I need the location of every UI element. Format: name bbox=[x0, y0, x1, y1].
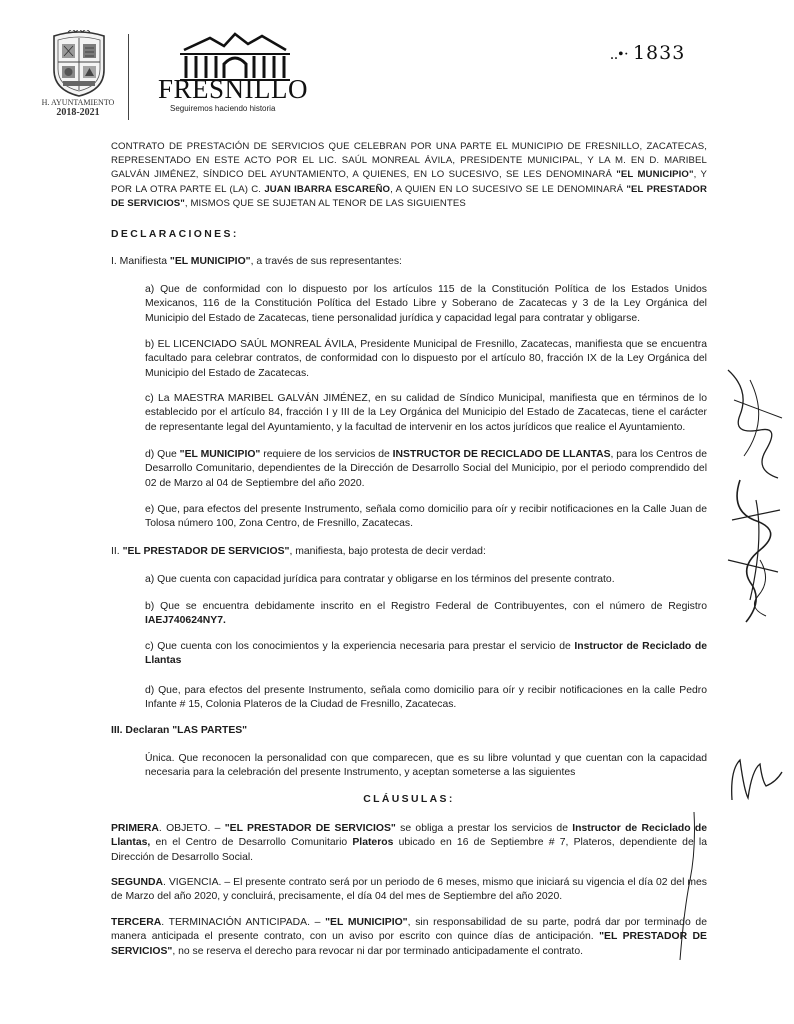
tercera-label: TERCERA bbox=[111, 917, 162, 928]
section-iii-bold: "LAS PARTES" bbox=[172, 725, 248, 736]
section-ii-bold: "EL PRESTADOR DE SERVICIOS" bbox=[122, 546, 290, 557]
signature-stroke-icon bbox=[640, 810, 700, 970]
logo-tagline: Seguiremos haciendo historia bbox=[170, 104, 276, 113]
clause-ii-b-pre: b) Que se encuentra debidamente inscrito en el Registro Federal de Contribuyentes, con el número de Registro bbox=[145, 601, 707, 612]
municipal-crest-icon bbox=[50, 30, 108, 98]
clause-ii-d: d) Que, para efectos del presente Instrumento, señala como domicilio para oír y recibir notificaciones en la calle Pedro Infante # 15, Colonia Plateros de la Ciudad de Fresnillo, Zacatecas. bbox=[145, 685, 707, 711]
clause-i-e: e) Que, para efectos del presente Instrumento, señala como domicilio para oír y recibir notificaciones en la Calle Juan de Tolosa número 100, Zona Centro, de Fresnillo, Zacatecas. bbox=[145, 504, 707, 530]
section-ii-pre: II. bbox=[111, 546, 123, 557]
section-iii-pre: III. Declaran bbox=[111, 725, 173, 736]
intro-bold-2: JUAN IBARRA ESCAREÑO bbox=[264, 183, 391, 195]
section-i-post: , a través de sus representantes: bbox=[250, 256, 402, 267]
page-number: 1833 bbox=[632, 42, 686, 64]
tercera-bold-2: "EL PRESTADOR DE SERVICIOS" bbox=[111, 931, 707, 957]
segunda-text: . VIGENCIA. – El presente contrato será por un periodo de 6 meses, mismo que iniciará su vigencia el día 02 del mes de Marzo del año 2020, y concluirá, precisamente, el día 04 del mes de Septiembre del año 2020. bbox=[111, 877, 707, 903]
primera-bold-1: "EL PRESTADOR DE SERVICIOS" bbox=[224, 823, 396, 834]
primera-text-2: se obliga a prestar los servicios de bbox=[395, 823, 573, 834]
clause-i-b: b) EL LICENCIADO SAÚL MONREAL ÁVILA, Presidente Municipal de Fresnillo, Zacatecas, manifiesta que se encuentra facultado para celebrar contratos, de conformidad con lo dispuesto por el artículo 80, fracción IX de la Ley Orgánica del Municipio del Estado de Zacatecas. bbox=[145, 339, 707, 379]
header-divider bbox=[128, 34, 129, 120]
clause-i-d bbox=[145, 448, 707, 491]
intro-text-1: CONTRATO DE PRESTACIÓN DE SERVICIOS QUE CELEBRAN POR UNA PARTE EL MUNICIPIO DE FRESNILLO, ZACATECAS, REPRESENTADO EN ESTE ACTO POR EL LIC. SAÚL MONREAL ÁVILA, PRESIDENTE MUNICIPAL, Y LA M. EN D. MARIBEL GALVÁN JIMÉNEZ, SÍNDICO DEL AYUNTAMIENTO, A QUIENES, EN LO SUCESIVO, SE LES DENOMINARÁ bbox=[111, 141, 707, 181]
primera-text-1: . OBJETO. – bbox=[158, 823, 225, 834]
clause-ii-b-rfc: IAEJ740624NY7. bbox=[145, 615, 226, 627]
page-mark-dots: ..•· bbox=[610, 46, 629, 63]
intro-bold-1: "EL MUNICIPIO" bbox=[616, 169, 694, 181]
section-ii-post: , manifiesta, bajo protesta de decir verdad: bbox=[289, 546, 486, 557]
clause-i-d-bold-2: INSTRUCTOR DE RECICLADO DE LLANTAS bbox=[392, 449, 611, 460]
intro-text-2: , Y POR LA OTRA PARTE EL (LA) C. bbox=[111, 169, 708, 195]
tercera-bold-1: "EL MUNICIPIO" bbox=[325, 917, 408, 928]
clause-segunda bbox=[111, 876, 707, 905]
primera-label: PRIMERA bbox=[111, 823, 159, 834]
clause-i-c: c) La MAESTRA MARIBEL GALVÁN JIMÉNEZ, en su calidad de Síndico Municipal, manifiesta que en términos de lo establecido por el artículo 84, fracción I y III de la Ley Orgánica del Municipio del Estado de Zacatecas, tiene el carácter de representante legal del Ayuntamiento, y la facultad de intervenir en los actos jurídicos que realice el Ayuntamiento. bbox=[145, 393, 707, 433]
section-iii bbox=[111, 724, 707, 738]
page-marks bbox=[610, 44, 685, 64]
margin-signatures-icon bbox=[720, 360, 794, 630]
section-i bbox=[111, 255, 707, 269]
section-i-bold: "EL MUNICIPIO" bbox=[169, 256, 251, 267]
crest-caption-text: H. AYUNTAMIENTO bbox=[41, 98, 115, 107]
declaraciones-heading: DECLARACIONES: bbox=[111, 229, 239, 240]
tercera-text-3: , no se reserva el derecho para revocar ni dar por terminado anticipadamente el contrato. bbox=[172, 945, 583, 957]
clause-i-d-post: , para los Centros de Desarrollo Comunitario, dependientes de la Dirección de Desarrollo Social del Municipio, por el periodo comprendido del 02 de Marzo al 04 de Septiembre del año 2020. bbox=[145, 449, 707, 489]
clausulas-heading: CLÁUSULAS: bbox=[363, 794, 455, 805]
clause-ii-a: a) Que cuenta con capacidad jurídica para contratar y obligarse en los términos del presente contrato. bbox=[145, 574, 615, 585]
clause-i-a: a) Que de conformidad con lo dispuesto por los artículos 115 de la Constitución Política de los Estados Unidos Mexicanos, 116 de la Constitución Política del Estado Libre y Soberano de Zacatecas y 3 de la Ley Orgánica del Municipio del Estado de Zacatecas, tiene personalidad jurídica y capacidad legal para contratar y obligarse. bbox=[145, 284, 707, 324]
clause-i-d-mid: requiere de los servicios de bbox=[260, 449, 393, 460]
clause-ii-c-bold: Instructor de Reciclado de Llantas bbox=[145, 641, 707, 667]
primera-text-3: en el Centro de Desarrollo Comunitario bbox=[150, 837, 353, 849]
clause-ii-b bbox=[145, 600, 707, 629]
contract-intro bbox=[111, 140, 707, 211]
primera-bold-3: Plateros bbox=[352, 837, 394, 849]
intro-text-3: , A QUIEN EN LO SUCESIVO SE LE DENOMINARÁ bbox=[390, 183, 627, 195]
primera-text-4: ubicado en 16 de Septiembre # 7, Plateros, dependiente de la Dirección de Desarrollo Social. bbox=[111, 837, 708, 863]
segunda-label: SEGUNDA bbox=[111, 877, 163, 888]
clause-ii-c-pre: c) Que cuenta con los conocimientos y la experiencia necesaria para prestar el servicio de bbox=[145, 641, 575, 652]
primera-bold-2: Instructor de Reciclado de Llantas, bbox=[111, 823, 707, 849]
clause-iii-unica: Única. Que reconocen la personalidad con que comparecen, que es su libre voluntad y que cuentan con la capacidad necesaria para la celebración del presente Instrumento, y aceptan someterse a las siguientes bbox=[145, 753, 707, 779]
clause-ii-c bbox=[145, 640, 707, 669]
crest-years: 2018-2021 bbox=[56, 107, 100, 118]
initial-signature-icon bbox=[726, 750, 786, 810]
intro-text-4: , MISMOS QUE SE SUJETAN AL TENOR DE LAS SIGUIENTES bbox=[184, 197, 466, 209]
clause-primera bbox=[111, 822, 707, 865]
tercera-text-2: , sin responsabilidad de su parte, podrá dar por terminado de manera anticipada el presente contrato, con un aviso por escrito con quince días de anticipación. bbox=[111, 917, 707, 943]
section-i-pre: I. Manifiesta bbox=[111, 256, 170, 267]
clause-i-d-pre: d) Que bbox=[145, 449, 180, 460]
crest-caption bbox=[38, 98, 118, 118]
clause-i-d-bold-1: "EL MUNICIPIO" bbox=[179, 449, 261, 460]
section-ii bbox=[111, 545, 707, 559]
intro-bold-3: "EL PRESTADOR DE SERVICIOS" bbox=[111, 183, 707, 209]
tercera-text-1: . TERMINACIÓN ANTICIPADA. – bbox=[161, 917, 326, 928]
clause-tercera bbox=[111, 916, 707, 959]
logo-wordmark: FRESNILLO bbox=[158, 74, 309, 104]
